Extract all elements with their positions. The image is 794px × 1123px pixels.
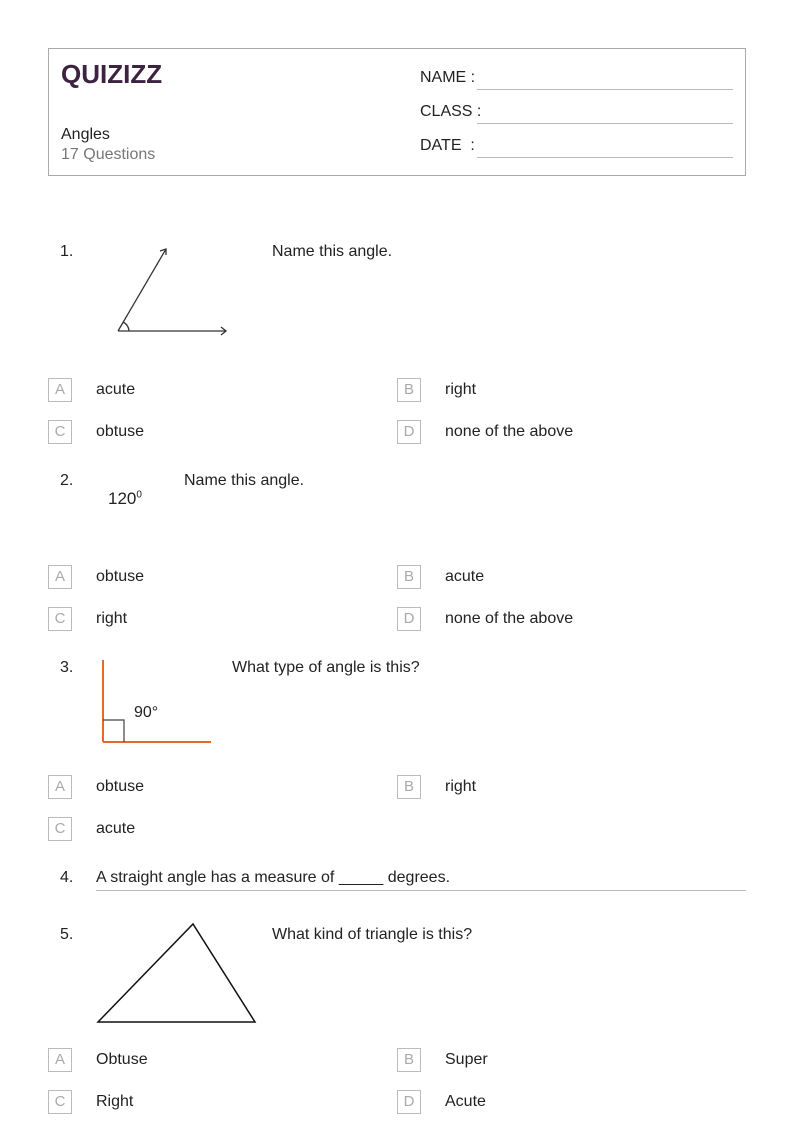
option-letter[interactable]: C [48, 817, 72, 841]
option-letter[interactable]: B [397, 565, 421, 589]
degree-superscript: 0 [136, 489, 142, 501]
option-letter[interactable]: A [48, 1048, 72, 1072]
option-text: Acute [445, 1093, 486, 1110]
question-number: 2. [60, 472, 74, 489]
question-text: What kind of triangle is this? [272, 926, 473, 943]
question-text: A straight angle has a measure of _____ degrees. [96, 869, 451, 886]
right-angle-diagram [100, 658, 215, 746]
option-text: right [445, 778, 477, 795]
option-letter[interactable]: D [397, 420, 421, 444]
angle-label: 90° [134, 704, 159, 721]
option-letter[interactable]: A [48, 565, 72, 589]
option-text: Obtuse [96, 1051, 148, 1068]
question-number: 4. [60, 869, 74, 886]
triangle-diagram [95, 920, 260, 1026]
date-field[interactable] [477, 157, 733, 158]
option-text: obtuse [96, 778, 145, 795]
question-number: 3. [60, 659, 74, 676]
worksheet-title: Angles [61, 126, 110, 143]
option-letter[interactable]: D [397, 1090, 421, 1114]
acute-angle-diagram [110, 240, 235, 340]
option-letter[interactable]: A [48, 775, 72, 799]
angle-value: 120 [108, 489, 137, 508]
option-text: acute [445, 568, 485, 585]
option-text: Super [445, 1051, 488, 1068]
question-text: Name this angle. [272, 243, 393, 260]
quizizz-logo: QUIZIZZ [61, 59, 163, 89]
option-letter[interactable]: B [397, 775, 421, 799]
question-text: What type of angle is this? [232, 659, 420, 676]
worksheet-header [48, 48, 746, 176]
option-text: right [96, 610, 128, 627]
option-text: right [445, 381, 477, 398]
name-label: NAME : [420, 69, 476, 86]
option-text: none of the above [445, 423, 574, 440]
option-text: Right [96, 1093, 134, 1110]
question-count: 17 Questions [61, 146, 156, 163]
angle-measure-image [108, 489, 142, 509]
date-label: DATE : [420, 137, 475, 154]
option-text: obtuse [96, 568, 145, 585]
option-text: obtuse [96, 423, 145, 440]
option-letter[interactable]: B [397, 378, 421, 402]
question-text: Name this angle. [184, 472, 305, 489]
option-text: none of the above [445, 610, 574, 627]
option-letter[interactable]: A [48, 378, 72, 402]
option-letter[interactable]: C [48, 1090, 72, 1114]
option-letter[interactable]: D [397, 607, 421, 631]
option-letter[interactable]: C [48, 420, 72, 444]
option-letter[interactable]: C [48, 607, 72, 631]
name-field[interactable] [477, 89, 733, 90]
question-number: 1. [60, 243, 74, 260]
answer-line[interactable] [96, 890, 746, 891]
class-label: CLASS : [420, 103, 482, 120]
question-number: 5. [60, 926, 74, 943]
option-text: acute [96, 820, 136, 837]
option-letter[interactable]: B [397, 1048, 421, 1072]
class-field[interactable] [477, 123, 733, 124]
option-text: acute [96, 381, 136, 398]
